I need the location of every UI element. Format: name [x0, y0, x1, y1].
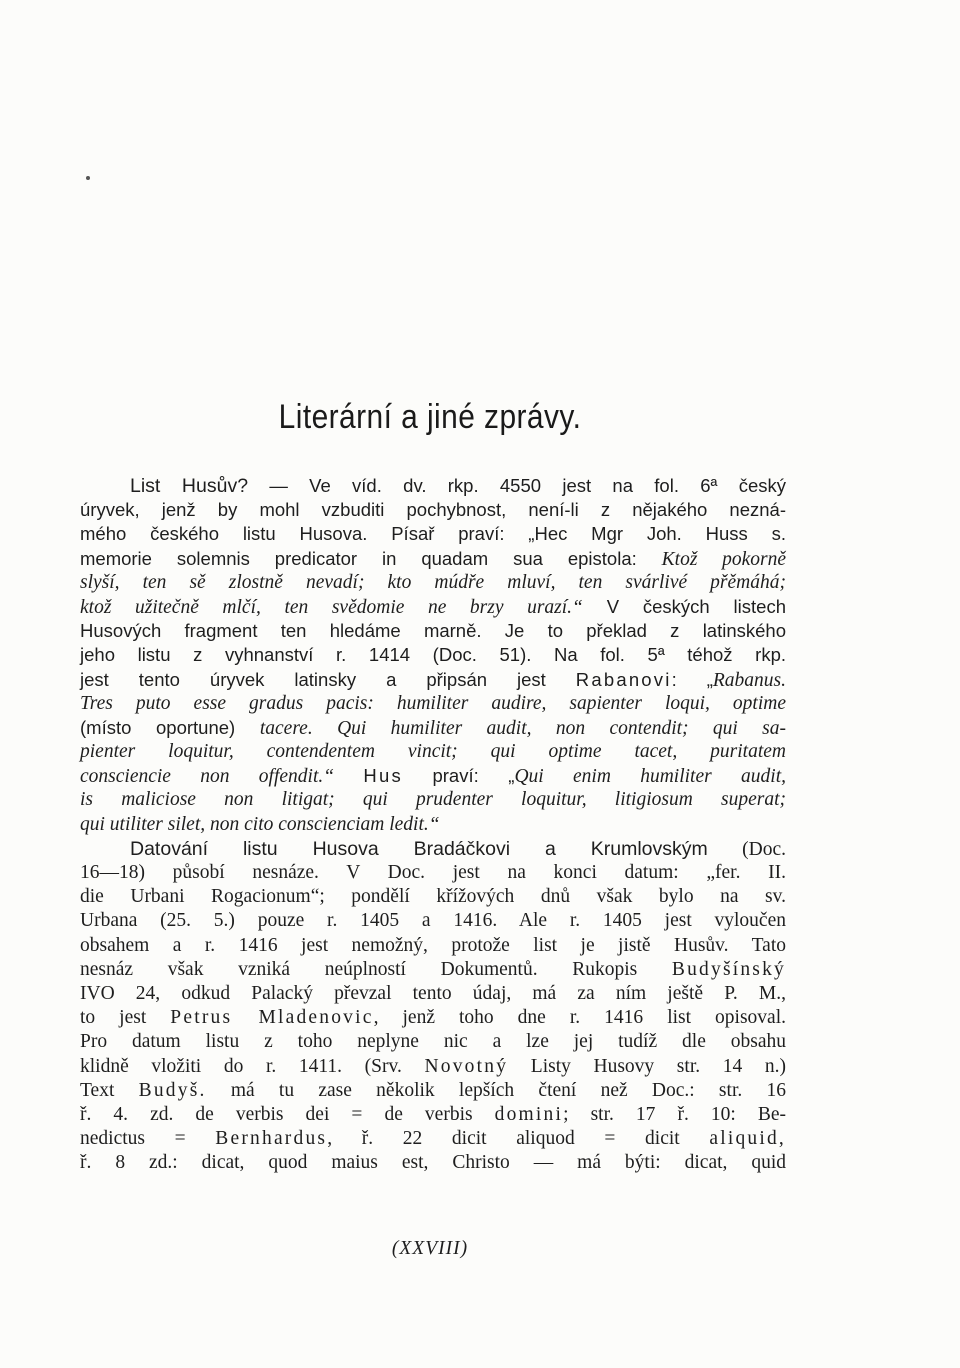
text-line: jeho listu z vyhnanství r. 1414 (Doc. 51). Na fol. 5ª téhož rkp. [80, 644, 786, 666]
text-line: Datování listu Husova Bradáčkovi a Krumlovským (Doc. [130, 837, 786, 860]
section-heading-datovani: Datování listu Husova Bradáčkovi a Krumlovským [130, 837, 708, 860]
text-line: obsahem a r. 1416 jest nemožný, protože list je jistě Husův. Tato [80, 934, 786, 956]
text-line: die Urbani Rogacionum“; pondělí křížových dnů však bylo na sv. [80, 886, 786, 908]
text-line: Urbana (25. 5.) pouze r. 1405 a 1416. Ale r. 1405 jest vyloučen [80, 910, 786, 932]
text-line: memorie solemnis predicator in quadam sua epistola: Ktož pokorně [80, 547, 786, 570]
page-speck [86, 176, 90, 180]
page-number: (XXVIII) [391, 1238, 469, 1259]
text-line: jest tento úryvek latinsky a připsán jest Rabanovi: „Rabanus. [80, 668, 786, 691]
text-line: Husových fragment ten hledáme marně. Je to překlad z latinského [80, 620, 786, 642]
text-line: klidně vložiti do r. 1411. (Srv. Novotný Listy Husovy str. 14 n.) [80, 1055, 786, 1077]
text-line: List Husův? — Ve víd. dv. rkp. 4550 jest na fol. 6ª český [130, 475, 786, 497]
text-line: nedictus = Bernhardus, ř. 22 dicit aliquod = dicit aliquid, [80, 1128, 786, 1150]
text-line: Tres puto esse gradus pacis: humiliter audire, sapienter loqui, optime [80, 692, 786, 714]
text-line: ř. 8 zd.: dicat, quod maius est, Christo — má býti: dicat, quid [80, 1152, 786, 1174]
article-body [80, 474, 786, 1175]
text-line: (místo oportune) tacere. Qui humiliter audit, non contendit; qui sa- [80, 716, 786, 739]
text-line: úryvek, jenž by mohl vzbuditi pochybnost, není-li z nějakého nezná- [80, 499, 786, 521]
text-line: Pro datum listu z toho neplyne nic a lze jej tudíž dle obsahu [80, 1031, 786, 1053]
text-line: is maliciose non litigat; qui prudenter loquitur, litigiosum superat; [80, 789, 786, 811]
text-line: ř. 4. zd. de verbis dei = de verbis domini; str. 17 ř. 10: Be- [80, 1103, 786, 1125]
text-line: qui utiliter silet, non cito conscienciam ledit.“ [80, 813, 440, 835]
section-heading-list-husuv: List Husův? [130, 475, 249, 497]
text-line: slyší, ten sě zlostně nevadí; kto múdře mluví, ten svárlivé přěmáhá; [80, 571, 786, 593]
text-line: ktož užitečně mlčí, ten svědomie ne brzy urazí.“ V českých listech [80, 595, 786, 618]
page-title: Literární a jiné zprávy. [278, 398, 582, 436]
text-line: mého českého listu Husova. Písař praví: „Hec Mgr Joh. Huss s. [80, 523, 786, 545]
text-line: to jest Petrus Mladenovic, jenž toho dne r. 1416 list opisoval. [80, 1007, 787, 1029]
text-line: consciencie non offendit.“ Hus praví: „Qui enim humiliter audit, [80, 765, 786, 788]
text-line: pienter loquitur, contendentem vincit; qui optime tacet, puritatem [80, 741, 786, 763]
text-line: nesnáz však vzniká neúplností Dokumentů. Rukopis Budyšínský [80, 958, 786, 980]
text-line: IVO 24, odkud Palacký převzal tento údaj, má za ním ještě P. M., [80, 982, 786, 1004]
text-line: Text Budyš. má tu zase několik lepších čtení než Doc.: str. 16 [80, 1079, 786, 1101]
text-line: 16—18) působí nesnáze. V Doc. jest na konci datum: „fer. II. [80, 862, 786, 883]
